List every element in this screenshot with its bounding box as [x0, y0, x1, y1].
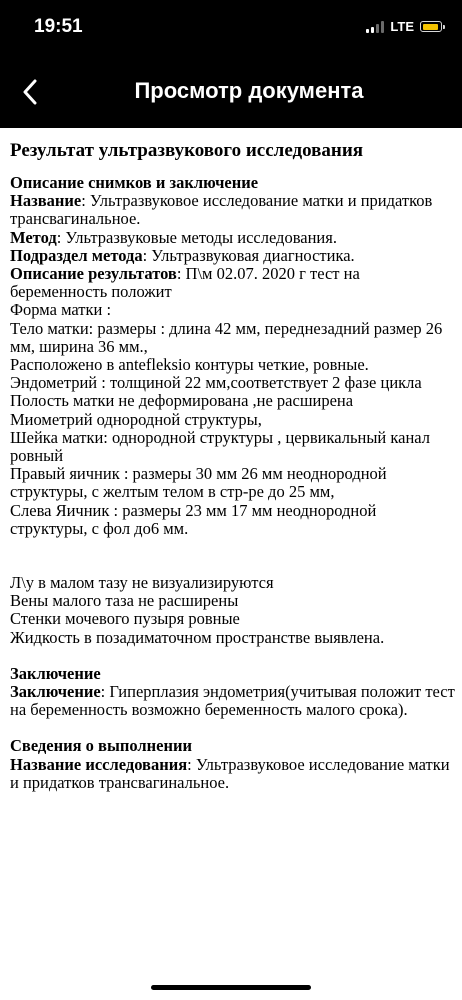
network-type-label: LTE: [390, 19, 414, 34]
document-viewer[interactable]: [10, 140, 456, 792]
cellular-signal-icon: [366, 21, 384, 33]
home-indicator[interactable]: [151, 985, 311, 990]
field-name: Название: Ультразвуковое исследование матки и придатков трансвагинальное.: [10, 191, 433, 229]
field-conclusion: Заключение: Гиперплазия эндометрия(учитывая положит тест на беременность возможно беременность малого срока).: [10, 682, 455, 720]
status-bar: [0, 0, 462, 56]
section-title-conclusion: Заключение: [10, 663, 101, 683]
result-line: Форма матки :: [10, 300, 112, 320]
pelvis-line: Жидкость в позадиматочном пространстве выявлена.: [10, 627, 385, 647]
result-line: Эндометрий : толщиной 22 мм,соответствует 2 фазе цикла: [10, 373, 422, 393]
result-line: Расположено в antefleksio контуры четкие, ровные.: [10, 355, 369, 375]
field-subsection: Подраздел метода: Ультразвуковая диагностика.: [10, 245, 355, 265]
result-line: Тело матки: размеры : длина 42 мм, переднезадний размер 26 мм, ширина 36 мм.,: [10, 318, 443, 356]
status-time: 19:51: [34, 16, 83, 37]
field-method: Метод: Ультразвуковые методы исследования.: [10, 227, 337, 247]
result-line: Правый яичник : размеры 30 мм 26 мм неоднородной структуры, с желтым телом в стр-ре до 25 мм,: [10, 464, 387, 502]
battery-icon: [420, 21, 442, 32]
result-line: Шейка матки: однородной структуры , цервикальный канал ровный: [10, 427, 430, 466]
pelvis-line: Л\у в малом тазу не визуализируются: [10, 573, 274, 593]
pelvis-line: Вены малого таза не расширены: [10, 591, 239, 611]
field-results: Описание результатов: П\м 02.07. 2020 г тест на беременность положит: [10, 264, 360, 302]
result-line: Слева Яичник : размеры 23 мм 17 мм неоднородной структуры, с фол до6 мм.: [10, 500, 377, 538]
pelvis-line: Стенки мочевого пузыря ровные: [10, 609, 240, 629]
status-indicators: [366, 19, 442, 34]
result-line: Полость матки не деформирована ,не расширена: [10, 391, 354, 411]
result-line: Миометрий однородной структуры,: [10, 409, 262, 429]
document-heading: Результат ультразвукового исследования: [10, 140, 364, 161]
section-title-execution: Сведения о выполнении: [10, 736, 192, 756]
page-title: Просмотр документа: [134, 78, 364, 103]
field-study-name: Название исследования: Ультразвуковое исследование матки и придатков трансвагинальное.: [10, 754, 450, 792]
section-title-description: Описание снимков и заключение: [10, 173, 259, 192]
navigation-bar: [0, 56, 462, 128]
